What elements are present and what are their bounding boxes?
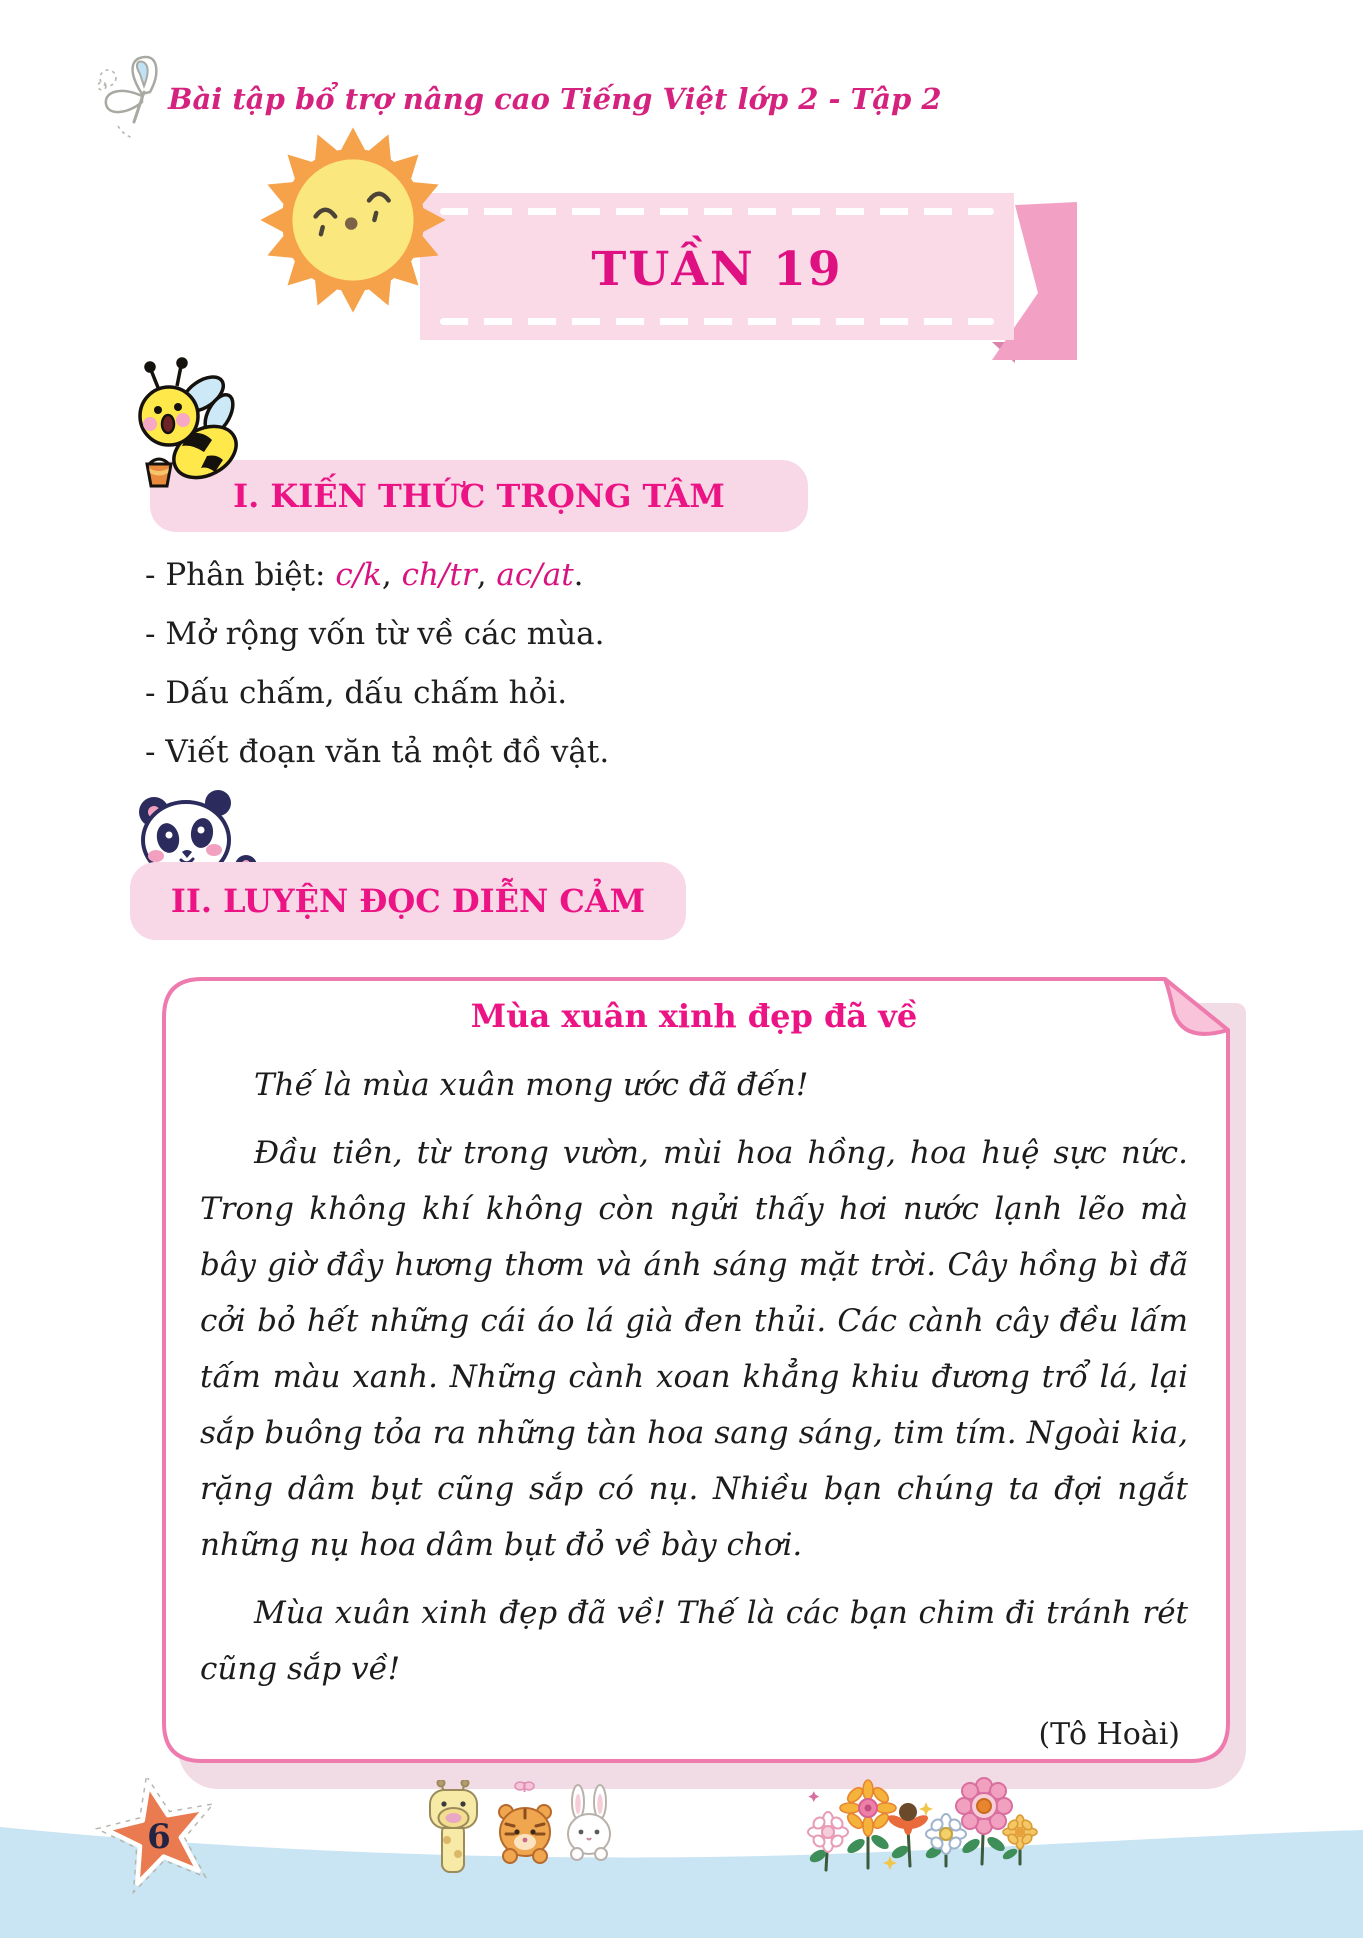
knowledge-item-1: - Phân biệt: c/k, ch/tr, ac/at. (145, 557, 584, 593)
butterfly-icon (90, 52, 170, 146)
week-title: TUẦN 19 (591, 242, 843, 297)
sun-icon (255, 122, 451, 322)
section1-heading: I. KIẾN THỨC TRỌNG TÂM (233, 477, 725, 515)
section2-heading-box (130, 862, 686, 940)
tiger-icon (499, 1805, 551, 1863)
banner-dash-bottom (440, 318, 994, 325)
section2-heading: II. LUYỆN ĐỌC DIỄN CẢM (170, 882, 646, 920)
banner-dash-top (440, 208, 994, 215)
knowledge-item-2: - Mở rộng vốn từ về các mùa. (145, 616, 605, 652)
week-banner (420, 193, 1014, 340)
passage-title: Mùa xuân xinh đẹp đã về (470, 997, 918, 1035)
page-number: 6 (147, 1817, 171, 1857)
knowledge-list (145, 546, 905, 782)
animals-decoration (428, 1780, 618, 1879)
flowers-icon (806, 1772, 1046, 1881)
passage-paragraph-3: Mùa xuân xinh đẹp đã về! Thế là các bạn chim đi tránh rét cũng sắp về! (200, 1595, 1188, 1687)
passage-author: (Tô Hoài) (1038, 1717, 1180, 1752)
rabbit-icon (568, 1785, 610, 1860)
giraffe-icon (430, 1780, 477, 1872)
letter-pair: ch/tr (401, 557, 477, 593)
letter-pair: c/k (335, 557, 382, 593)
small-butterfly-icon (515, 1782, 534, 1792)
passage-paragraph-2: Đầu tiên, từ trong vườn, mùi hoa hồng, hoa huệ sực nức. Trong không khí không còn ngửi thấy hơi nước lạnh lẽo mà bây giờ đầy hương thơm và ánh sáng mặt trời. Cây hồng bì đã cởi bỏ hết những cái áo lá già đen thủi. Các cành cây đều lấm tấm màu xanh. Những cành xoan khẳng khiu đương trổ lá, lại sắp buông tỏa ra những tàn hoa sang sáng, tim tím. Ngoài kia, rặng dâm bụt cũng sắp có nụ. Nhiều bạn chúng ta đợi ngắt những nụ hoa dâm bụt đỏ về bày chơi. (200, 1135, 1188, 1563)
knowledge-item-3: - Dấu chấm, dấu chấm hỏi. (145, 675, 568, 711)
passage-box (162, 977, 1230, 1763)
section1-heading-box (150, 460, 808, 532)
passage-paragraph-1: Thế là mùa xuân mong ước đã đến! (254, 1067, 809, 1103)
bee-icon (125, 352, 245, 506)
knowledge-item-4: - Viết đoạn văn tả một đồ vật. (145, 734, 610, 770)
letter-pair: ac/at (496, 557, 574, 593)
book-title: Bài tập bổ trợ nâng cao Tiếng Việt lớp 2 - Tập 2 (168, 82, 942, 116)
